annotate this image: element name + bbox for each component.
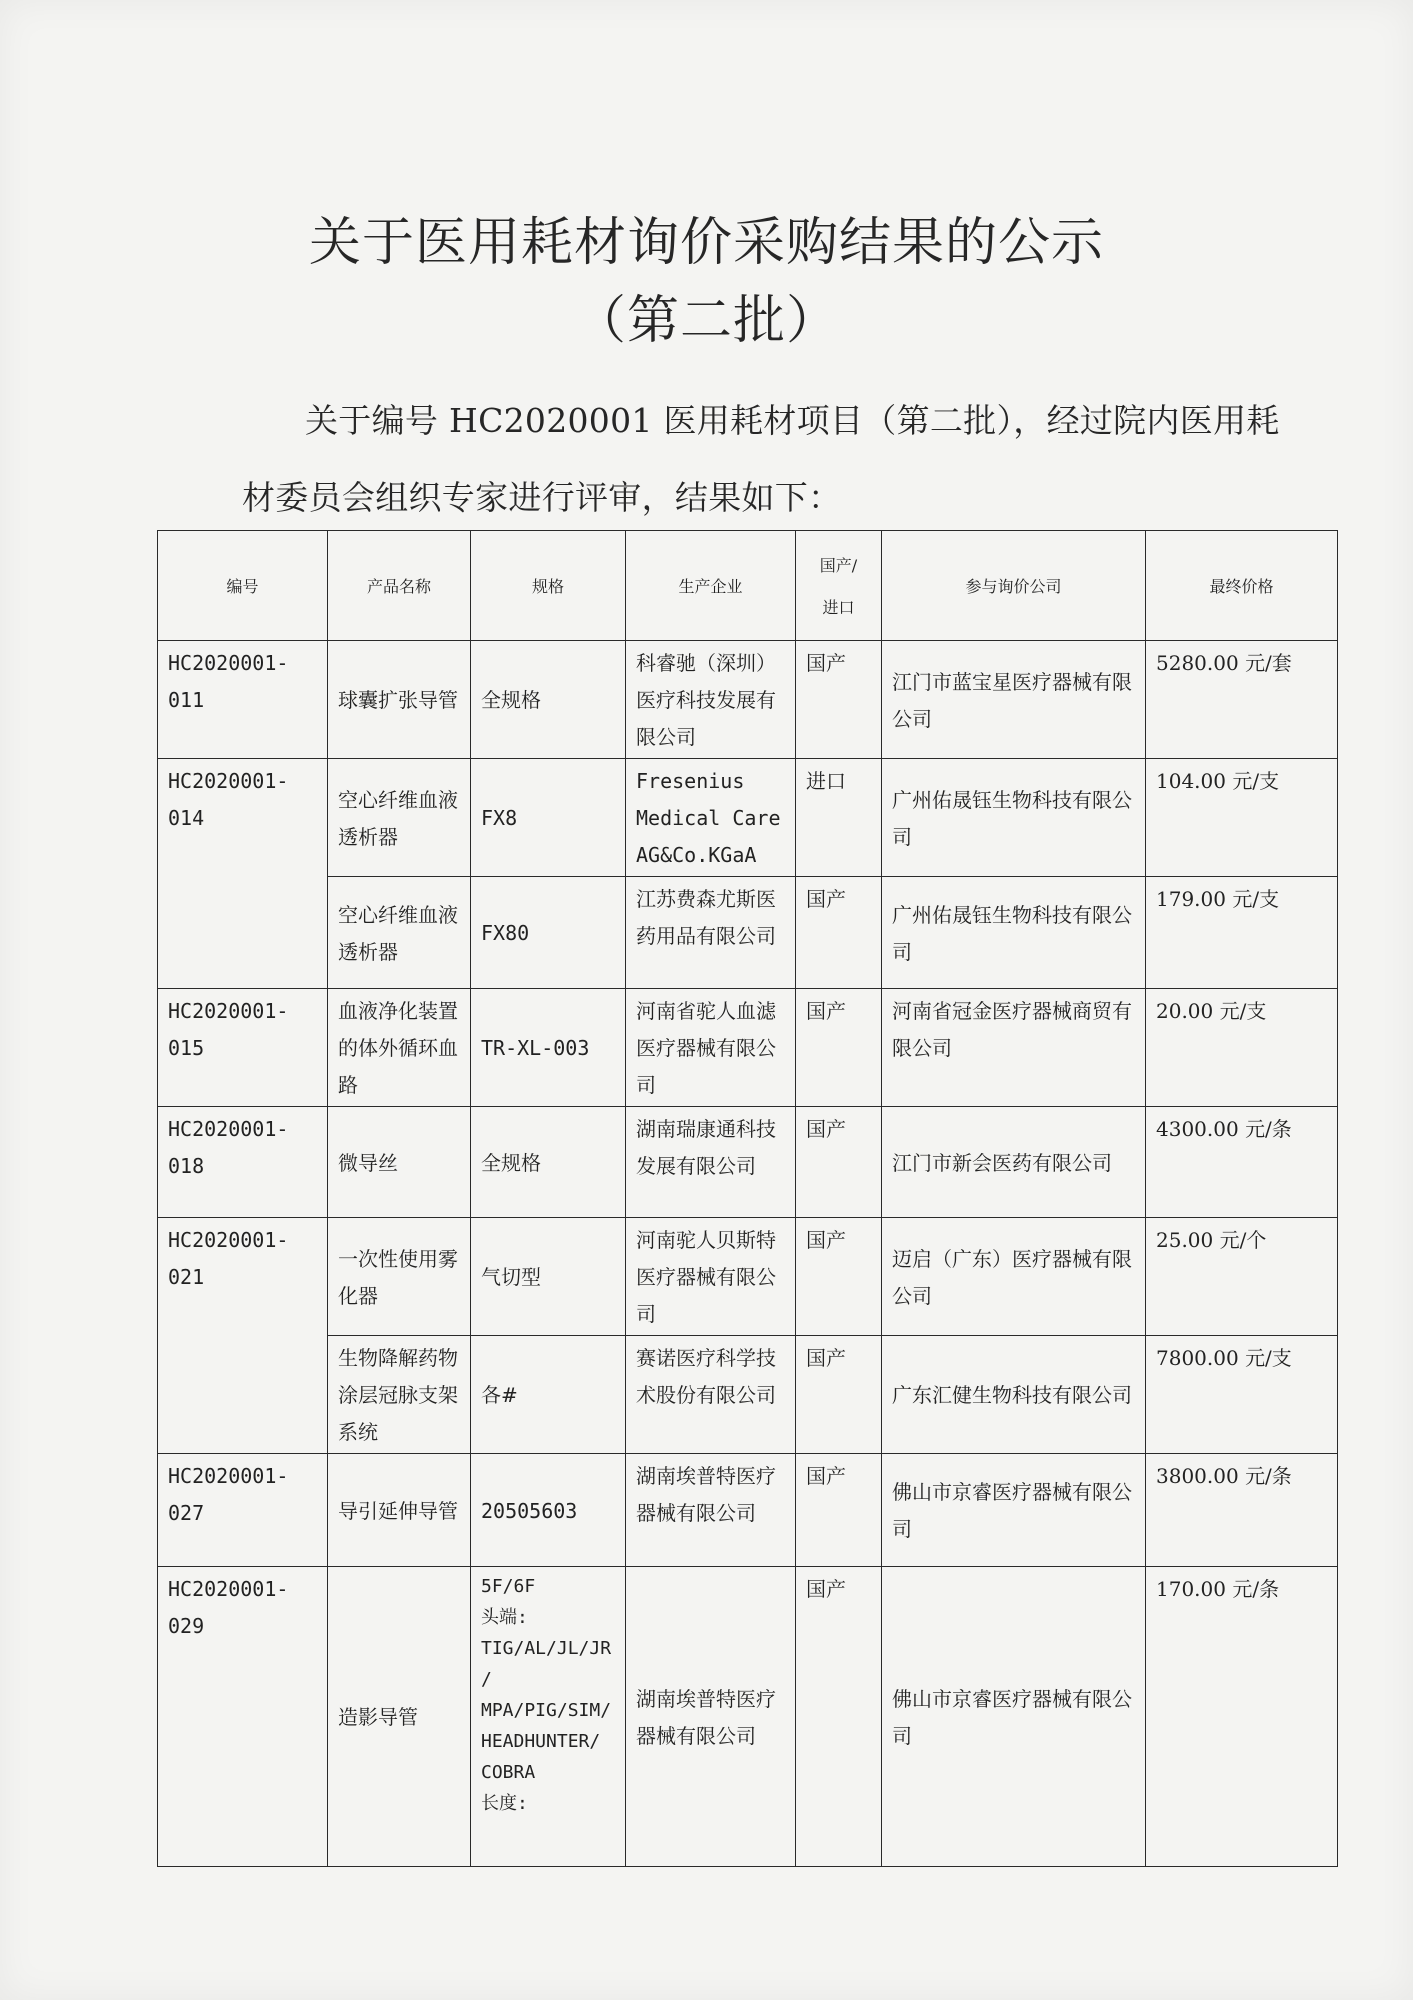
table-row: [158, 1218, 1338, 1336]
header-origin-line-1: 国产/: [819, 555, 858, 575]
cell-price: 104.00 元/支: [1146, 759, 1338, 877]
table-row: [158, 1567, 1338, 1867]
cell-origin: 国产: [796, 641, 882, 759]
cell-spec: 20505603: [471, 1454, 626, 1567]
cell-manufacturer: 河南驼人贝斯特医疗器械有限公司: [626, 1218, 796, 1336]
header-manufacturer: 生产企业: [626, 531, 796, 641]
table-header-row: [158, 531, 1338, 641]
table-row: [158, 641, 1338, 759]
cell-product: 一次性使用雾化器: [328, 1218, 471, 1336]
cell-price: 5280.00 元/套: [1146, 641, 1338, 759]
cell-spec: 各#: [471, 1336, 626, 1454]
header-product: 产品名称: [328, 531, 471, 641]
cell-manufacturer: 赛诺医疗科学技术股份有限公司: [626, 1336, 796, 1454]
cell-company: 广州佑晟钰生物科技有限公司: [882, 759, 1146, 877]
cell-product: 球囊扩张导管: [328, 641, 471, 759]
cell-company: 迈启（广东）医疗器械有限公司: [882, 1218, 1146, 1336]
cell-code: HC2020001-014: [158, 759, 328, 989]
cell-spec: FX8: [471, 759, 626, 877]
cell-price: 25.00 元/个: [1146, 1218, 1338, 1336]
cell-code: HC2020001-018: [158, 1107, 328, 1218]
spec-line: HEADHUNTER/: [481, 1731, 601, 1752]
cell-code: HC2020001-029: [158, 1567, 328, 1867]
cell-code: HC2020001-011: [158, 641, 328, 759]
cell-code: HC2020001-027: [158, 1454, 328, 1567]
cell-origin: 国产: [796, 989, 882, 1107]
cell-origin: 国产: [796, 1454, 882, 1567]
cell-spec: [471, 1567, 626, 1867]
cell-company: 江门市新会医药有限公司: [882, 1107, 1146, 1218]
header-company: 参与询价公司: [882, 531, 1146, 641]
cell-price: 7800.00 元/支: [1146, 1336, 1338, 1454]
cell-product: 空心纤维血液透析器: [328, 877, 471, 989]
cell-manufacturer: 科睿驰（深圳）医疗科技发展有限公司: [626, 641, 796, 759]
cell-product: 生物降解药物涂层冠脉支架系统: [328, 1336, 471, 1454]
cell-manufacturer: 江苏费森尤斯医药用品有限公司: [626, 877, 796, 989]
header-price: 最终价格: [1146, 531, 1338, 641]
cell-price: 3800.00 元/条: [1146, 1454, 1338, 1567]
spec-line: MPA/PIG/SIM/: [481, 1700, 612, 1721]
cell-origin: 国产: [796, 1567, 882, 1867]
cell-product: 微导丝: [328, 1107, 471, 1218]
cell-code: HC2020001-021: [158, 1218, 328, 1454]
header-origin: [796, 531, 882, 641]
spec-line: COBRA: [481, 1762, 536, 1783]
cell-product: 导引延伸导管: [328, 1454, 471, 1567]
cell-company: 佛山市京睿医疗器械有限公司: [882, 1454, 1146, 1567]
page-title: 关于医用耗材询价采购结果的公示: [308, 213, 1104, 273]
cell-spec: FX80: [471, 877, 626, 989]
table-row: [158, 877, 1338, 989]
header-spec: 规格: [471, 531, 626, 641]
cell-origin: 国产: [796, 1107, 882, 1218]
header-code: 编号: [158, 531, 328, 641]
cell-spec: 气切型: [471, 1218, 626, 1336]
cell-product: 造影导管: [328, 1567, 471, 1867]
table-row: [158, 989, 1338, 1107]
cell-company: 河南省冠金医疗器械商贸有限公司: [882, 989, 1146, 1107]
table-row: [158, 1336, 1338, 1454]
table-row: [158, 1107, 1338, 1218]
cell-manufacturer: Fresenius Medical Care AG&Co.KGaA: [626, 759, 796, 877]
cell-price: 179.00 元/支: [1146, 877, 1338, 989]
cell-origin: 国产: [796, 1336, 882, 1454]
intro-line-1: 关于编号 HC2020001 医用耗材项目（第二批），经过院内医用耗: [305, 401, 1280, 440]
cell-manufacturer: 湖南埃普特医疗器械有限公司: [626, 1454, 796, 1567]
cell-spec: 全规格: [471, 1107, 626, 1218]
page-subtitle: （第二批）: [573, 291, 839, 351]
spec-line: /: [481, 1669, 492, 1690]
cell-price: 170.00 元/条: [1146, 1567, 1338, 1867]
spec-line: TIG/AL/JL/JR: [481, 1638, 612, 1659]
spec-line: 头端:: [481, 1607, 528, 1628]
table-row: [158, 1454, 1338, 1567]
spec-line: 5F/6F: [481, 1576, 536, 1597]
cell-product: 血液净化装置的体外循环血路: [328, 989, 471, 1107]
cell-manufacturer: 湖南埃普特医疗器械有限公司: [626, 1567, 796, 1867]
cell-price: 4300.00 元/条: [1146, 1107, 1338, 1218]
intro-line-2: 材委员会组织专家进行评审，结果如下：: [242, 478, 842, 517]
header-origin-line-2: 进口: [822, 597, 855, 617]
cell-company: 佛山市京睿医疗器械有限公司: [882, 1567, 1146, 1867]
cell-company: 广州佑晟钰生物科技有限公司: [882, 877, 1146, 989]
results-table: [157, 530, 1338, 1867]
cell-company: 广东汇健生物科技有限公司: [882, 1336, 1146, 1454]
cell-price: 20.00 元/支: [1146, 989, 1338, 1107]
table-row: [158, 759, 1338, 877]
cell-spec: 全规格: [471, 641, 626, 759]
cell-origin: 国产: [796, 1218, 882, 1336]
spec-line: 长度:: [481, 1793, 528, 1814]
cell-code: HC2020001-015: [158, 989, 328, 1107]
cell-spec: TR-XL-003: [471, 989, 626, 1107]
cell-origin: 国产: [796, 877, 882, 989]
cell-product: 空心纤维血液透析器: [328, 759, 471, 877]
cell-manufacturer: 湖南瑞康通科技发展有限公司: [626, 1107, 796, 1218]
cell-manufacturer: 河南省驼人血滤医疗器械有限公司: [626, 989, 796, 1107]
cell-company: 江门市蓝宝星医疗器械有限公司: [882, 641, 1146, 759]
cell-origin: 进口: [796, 759, 882, 877]
